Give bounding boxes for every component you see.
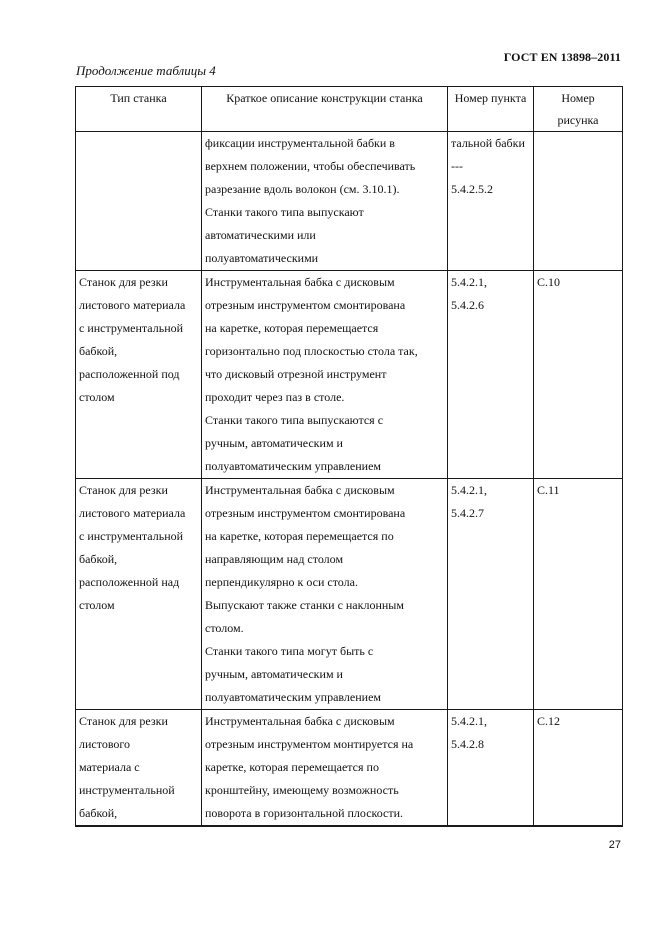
machine-type-cell: Станок для резки листового материала с инструментальной бабкой, (76, 710, 202, 827)
table-header-row (76, 87, 623, 132)
description-cell: Инструментальная бабка с дисковым отрезным инструментом смонтирована на каретке, которая перемещается горизонтально под плоскостью стола так, что дисковый отрезной инструмент проходит через паз в столе. Станки такого типа выпускаются с ручным, автоматическим и полуавтоматическим управлением (202, 271, 448, 479)
clause-cell: тальной бабки --- 5.4.2.5.2 (448, 132, 534, 271)
description-cell: Инструментальная бабка с дисковым отрезным инструментом смонтирована на каретке, которая перемещается по направляющим над столом перпендикулярно к оси стола. Выпускают также станки с наклонным столом. Станки такого типа могут быть с ручным, автоматическим и полуавтоматическим управлением (202, 479, 448, 710)
clause-cell: 5.4.2.1, 5.4.2.8 (448, 710, 534, 827)
figure-cell: С.12 (534, 710, 623, 827)
clause-cell: 5.4.2.1, 5.4.2.7 (448, 479, 534, 710)
figure-cell (534, 132, 623, 271)
column-header-description: Краткое описание конструкции станка (202, 87, 448, 132)
table-row (76, 479, 623, 710)
column-header-figure: Номер рисунка (534, 87, 623, 132)
machine-type-cell (76, 132, 202, 271)
table-row (76, 132, 623, 271)
figure-cell: С.11 (534, 479, 623, 710)
document-code: ГОСТ EN 13898–2011 (503, 50, 621, 64)
table-row (76, 710, 623, 827)
table-caption: Продолжение таблицы 4 (76, 63, 216, 78)
column-header-clause: Номер пункта (448, 87, 534, 132)
description-cell: Инструментальная бабка с дисковым отрезным инструментом монтируется на каретке, которая перемещается по кронштейну, имеющему возможность поворота в горизонтальной плоскости. (202, 710, 448, 827)
page-number: 27 (608, 839, 621, 851)
figure-cell: С.10 (534, 271, 623, 479)
table-row (76, 271, 623, 479)
clause-cell: 5.4.2.1, 5.4.2.6 (448, 271, 534, 479)
machine-types-table (75, 86, 623, 827)
description-cell: фиксации инструментальной бабки в верхнем положении, чтобы обеспечивать разрезание вдоль волокон (см. 3.10.1). Станки такого типа выпускают автоматическими или полуавтоматическими (202, 132, 448, 271)
machine-type-cell: Станок для резки листового материала с инструментальной бабкой, расположенной под столом (76, 271, 202, 479)
column-header-type: Тип станка (76, 87, 202, 132)
machine-type-cell: Станок для резки листового материала с инструментальной бабкой, расположенной над столом (76, 479, 202, 710)
